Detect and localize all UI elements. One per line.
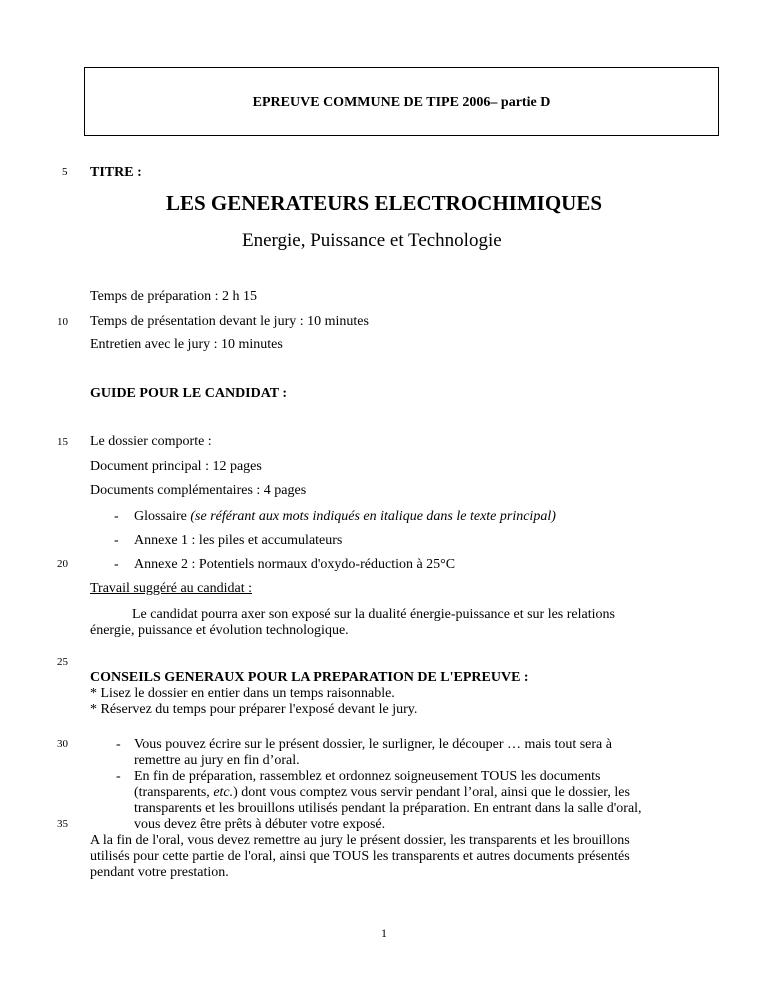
dossier-principal: Document principal : 12 pages	[90, 459, 262, 474]
bullet-2-line-2	[134, 784, 630, 801]
conseil-star-2: * Réservez du temps pour préparer l'exposé devant le jury.	[90, 702, 418, 717]
list-item-dash: -	[114, 509, 119, 524]
line-number-30: 30	[57, 738, 68, 750]
time-preparation: Temps de préparation : 2 h 15	[90, 289, 257, 304]
line-number-35: 35	[57, 818, 68, 830]
bullet-2-line-1: En fin de préparation, rassemblez et ordonnez soigneusement TOUS les documents	[134, 769, 601, 784]
final-line-3: pendant votre prestation.	[90, 865, 229, 880]
final-line-1: A la fin de l'oral, vous devez remettre au jury le présent dossier, les transparents et les brouillons	[90, 833, 630, 848]
list-item-dash: -	[114, 557, 119, 572]
bullet-2-text-a: (transparents,	[134, 785, 214, 800]
list-item-dash: -	[114, 533, 119, 548]
line-number-15: 15	[57, 436, 68, 448]
exam-title: EPREUVE COMMUNE DE TIPE 2006– partie D	[252, 95, 551, 110]
line-number-20: 20	[57, 558, 68, 570]
page-number: 1	[381, 926, 387, 940]
bullet-2-text-etc: etc.	[213, 785, 234, 800]
glossaire-label: Glossaire	[134, 509, 187, 524]
bullet-dash: -	[116, 769, 121, 784]
bullet-2-line-4: vous devez être prêts à débuter votre exposé.	[134, 817, 386, 832]
line-number-10: 10	[57, 316, 68, 328]
time-entretien: Entretien avec le jury : 10 minutes	[90, 337, 283, 352]
travail-line-2: énergie, puissance et évolution technologique.	[90, 623, 349, 638]
bullet-2-text-b: ) dont vous comptez vous servir pendant l’oral, ainsi que le dossier, les	[233, 785, 630, 800]
bullet-2-line-3: transparents et les brouillons utilisés pendant la préparation. En entrant dans la salle d'oral,	[134, 801, 642, 816]
conseils-heading: CONSEILS GENERAUX POUR LA PREPARATION DE L'EPREUVE :	[90, 670, 529, 685]
dossier-complementaires: Documents complémentaires : 4 pages	[90, 483, 307, 498]
list-item-glossaire	[134, 508, 556, 525]
bullet-1-line-1: Vous pouvez écrire sur le présent dossier, le surligner, le découper … mais tout sera à	[134, 737, 612, 752]
time-presentation: Temps de présentation devant le jury : 10 minutes	[90, 314, 369, 329]
travail-heading: Travail suggéré au candidat :	[90, 581, 252, 596]
line-number-5: 5	[62, 166, 68, 178]
final-line-2: utilisés pour cette partie de l'oral, ainsi que TOUS les transparents et autres documents présentés	[90, 849, 630, 864]
guide-heading: GUIDE POUR LE CANDIDAT :	[90, 386, 288, 401]
subtitle: Energie, Puissance et Technologie	[242, 230, 502, 251]
dossier-intro: Le dossier comporte :	[90, 434, 212, 449]
titre-label: TITRE :	[90, 165, 142, 180]
list-item-annexe-1: Annexe 1 : les piles et accumulateurs	[134, 533, 343, 548]
bullet-dash: -	[116, 737, 121, 752]
glossaire-note: (se référant aux mots indiqués en italique dans le texte principal)	[186, 509, 556, 524]
travail-line-1: Le candidat pourra axer son exposé sur la dualité énergie-puissance et sur les relations	[132, 607, 615, 622]
header-box	[84, 67, 719, 136]
main-title: LES GENERATEURS ELECTROCHIMIQUES	[165, 191, 603, 215]
line-number-25: 25	[57, 656, 68, 668]
bullet-1-line-2: remettre au jury en fin d’oral.	[134, 753, 300, 768]
conseil-star-1: * Lisez le dossier en entier dans un temps raisonnable.	[90, 686, 395, 701]
list-item-annexe-2: Annexe 2 : Potentiels normaux d'oxydo-réduction à 25°C	[134, 557, 456, 572]
